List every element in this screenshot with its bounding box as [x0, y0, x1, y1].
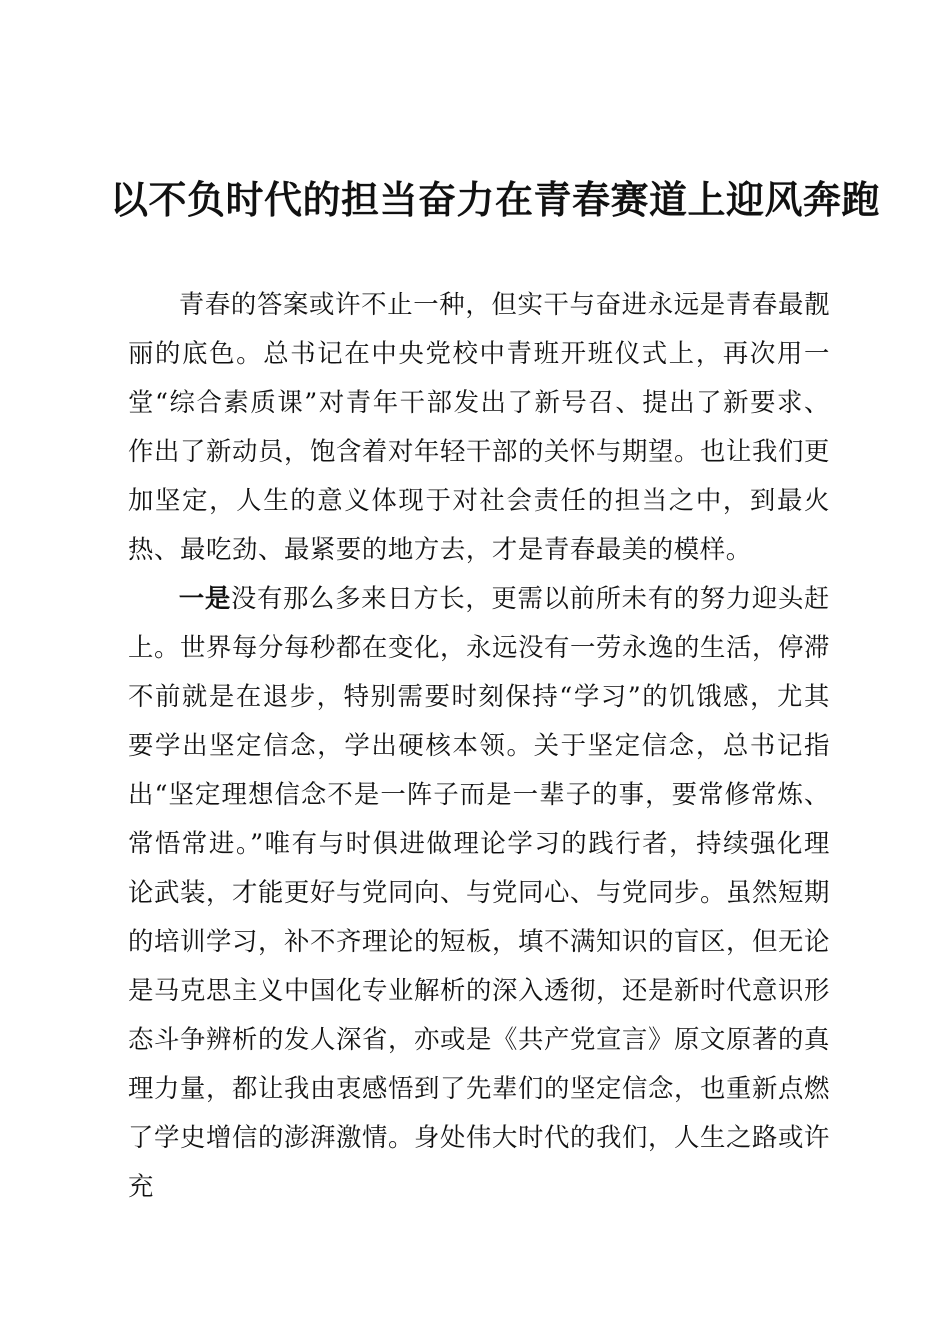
paragraph-text: 青春的答案或许不止一种，但实干与奋进永远是青春最靓丽的底色。总书记在中央党校中青班开班仪式上，再次用一堂“综合素质课”对青年干部发出了新号召、提出了新要求、作出了新动员，饱含着对年轻干部的关怀与期望。也让我们更加坚定，人生的意义体现于对社会责任的担当之中，到最火热、最吃劲、最紧要的地方去，才是青春最美的模样。	[128, 289, 830, 564]
paragraph-text: 没有那么多来日方长，更需以前所未有的努力迎头赶上。世界每分每秒都在变化，永远没有一劳永逸的生活，停滞不前就是在退步，特别需要时刻保持“学习”的饥饿感，尤其要学出坚定信念，学出硬核本领。关于坚定信念，总书记指出“坚定理想信念不是一阵子而是一辈子的事，要常修常炼、常悟常进。”唯有与时俱进做理论学习的践行者，持续强化理论武装，才能更好与党同向、与党同心、与党同步。虽然短期的培训学习，补不齐理论的短板，填不满知识的盲区，但无论是马克思主义中国化专业解析的深入透彻，还是新时代意识形态斗争辨析的发人深省，亦或是《共产党宣言》原文原著的真理力量，都让我由衷感悟到了先辈们的坚定信念，也重新点燃了学史增信的澎湃激情。身处伟大时代的我们，人生之路或许充	[128, 583, 830, 1201]
document-title: 以不负时代的担当奋力在青春赛道上迎风奔跑	[110, 178, 881, 222]
paragraph-point-one	[128, 574, 830, 1211]
paragraph-intro	[128, 280, 830, 574]
document-body	[128, 280, 830, 1211]
paragraph-lead: 一是	[178, 583, 231, 613]
